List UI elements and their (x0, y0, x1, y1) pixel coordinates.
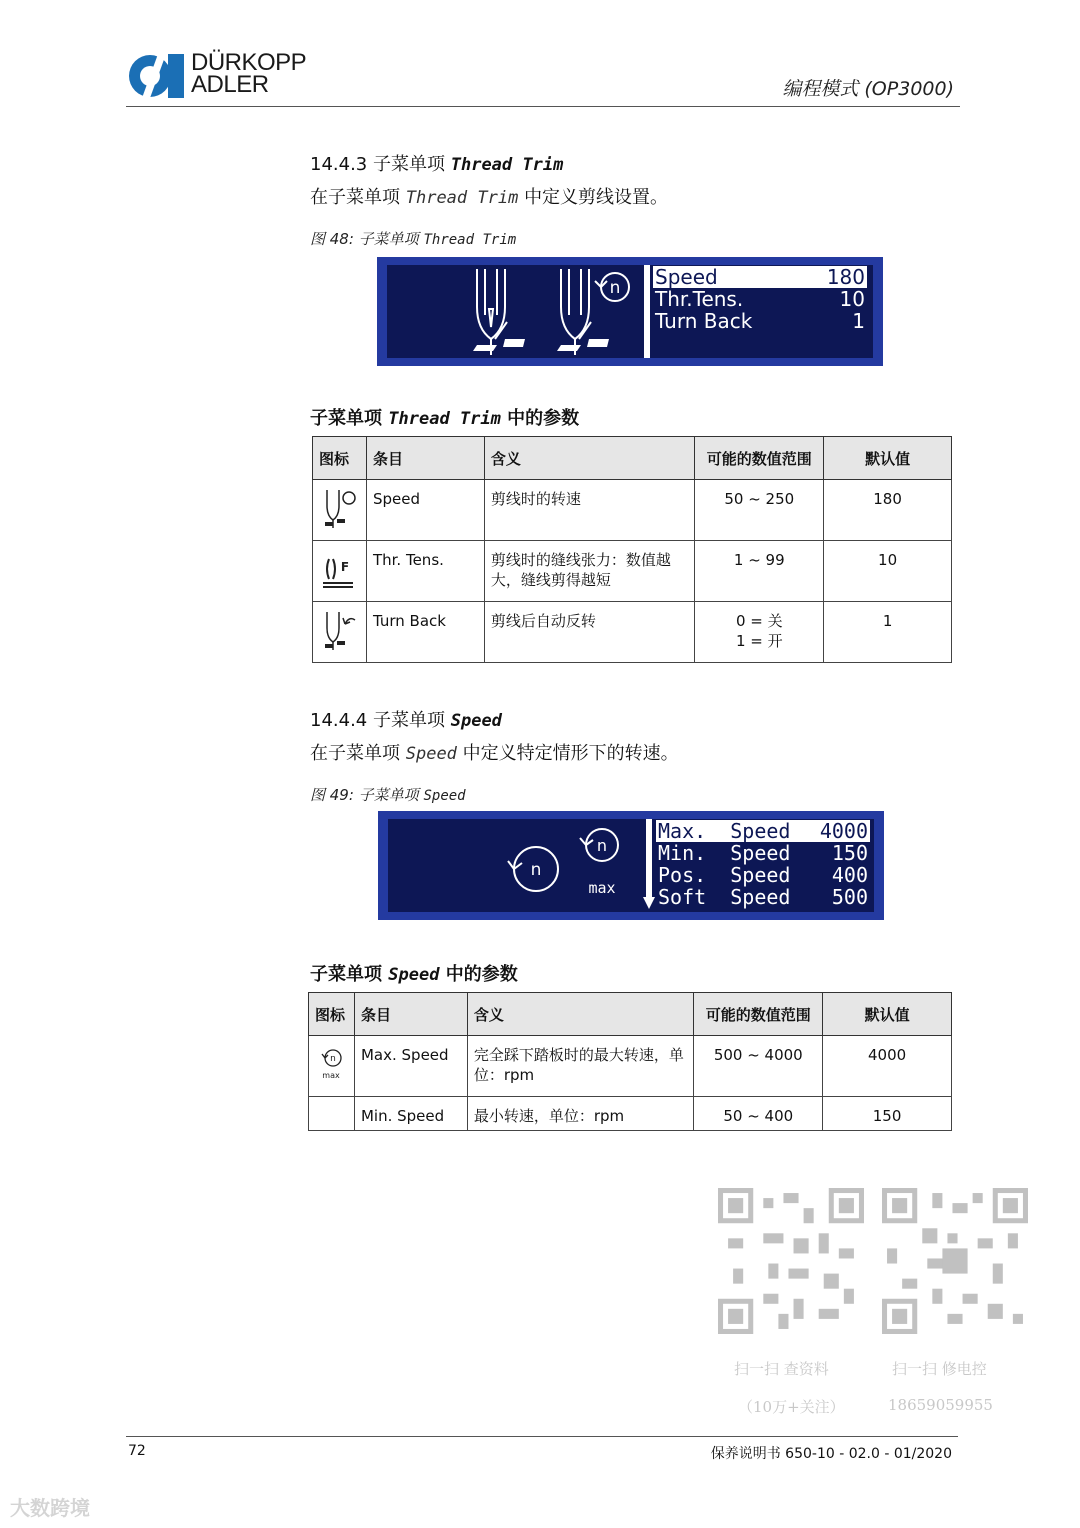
display-speed (378, 811, 884, 920)
col-header-item: 条目 (354, 993, 467, 1036)
table-row (309, 1036, 952, 1097)
row-item: Thr. Tens. (366, 541, 484, 602)
row-default: 4000 (823, 1036, 952, 1097)
section-intro-speed: 在子菜单项 Speed 中定义特定情形下的转速。 (310, 743, 679, 764)
display-menu (653, 266, 867, 332)
table-header-row (309, 993, 952, 1036)
display-menu (656, 820, 870, 908)
table-caption-speed: 子菜单项 Speed 中的参数 (310, 964, 518, 985)
menu-row-max-speed: Max. Speed 4000 (658, 819, 868, 843)
qr1-label: 扫一扫 查资料 (734, 1360, 829, 1378)
section-heading-speed: 14.4.4 子菜单项 Speed (310, 710, 502, 731)
row-range: 50 ~ 250 (695, 480, 824, 541)
page-number: 72 (128, 1443, 146, 1459)
col-header-meaning: 含义 (484, 437, 695, 480)
col-header-range: 可能的数值范围 (695, 437, 824, 480)
row-icon-cell (313, 541, 367, 602)
row-item: Min. Speed (354, 1097, 467, 1131)
needle-speed-icon (319, 486, 359, 530)
table-row (313, 602, 952, 663)
row-meaning: 剪线时的转速 (484, 480, 695, 541)
row-meaning: 最小转速，单位：rpm (467, 1097, 694, 1131)
row-item: Max. Speed (354, 1036, 467, 1097)
row-icon-cell (313, 602, 367, 663)
needle-turn-back-icon (319, 608, 359, 652)
menu-row-pos-speed: Pos. Speed 400 (658, 863, 868, 887)
row-meaning: 剪线时的缝线张力：数值越大，缝线剪得越短 (484, 541, 695, 602)
svg-text:F: F (341, 560, 350, 574)
speed-icons (498, 825, 638, 905)
svg-text:n: n (596, 836, 608, 855)
table-caption-thread-trim: 子菜单项 Thread Trim 中的参数 (310, 408, 580, 429)
svg-text:n: n (609, 278, 621, 298)
menu-row-min-speed: Min. Speed 150 (658, 841, 868, 865)
row-range: 500 ~ 4000 (694, 1036, 823, 1097)
col-header-item: 条目 (366, 437, 484, 480)
section-heading-thread-trim: 14.4.3 子菜单项 Thread Trim (310, 154, 564, 175)
col-header-icon: 图标 (313, 437, 367, 480)
display-divider (644, 265, 650, 358)
col-header-range: 可能的数值范围 (694, 993, 823, 1036)
table-row (309, 1097, 952, 1131)
thread-tension-icon (319, 547, 359, 591)
table-row (313, 480, 952, 541)
document-reference: 保养说明书 650-10 - 02.0 - 01/2020 (710, 1446, 952, 1462)
row-default: 150 (823, 1097, 952, 1131)
watermark: 大数跨境 (10, 1496, 90, 1520)
col-header-meaning: 含义 (467, 993, 694, 1036)
qr2-phone: 18659059955 (888, 1396, 993, 1414)
figure-caption-48: 图 48: 子菜单项 Thread Trim (310, 230, 517, 248)
max-speed-icon (313, 1042, 349, 1086)
thread-trim-param-table (312, 436, 952, 663)
section-intro-thread-trim: 在子菜单项 Thread Trim 中定义剪线设置。 (310, 187, 669, 208)
row-item: Turn Back (366, 602, 484, 663)
svg-text:n: n (530, 860, 542, 880)
speed-param-table (308, 992, 952, 1131)
row-meaning: 剪线后自动反转 (484, 602, 695, 663)
svg-text:max: max (322, 1071, 341, 1080)
row-default: 10 (824, 541, 952, 602)
needle-thread-trim-icon (467, 267, 647, 357)
header-divider (126, 106, 960, 107)
svg-text:n: n (330, 1054, 337, 1064)
row-item: Speed (366, 480, 484, 541)
menu-row-thr-tens: Thr.Tens. 10 (655, 287, 865, 311)
footer-divider (126, 1436, 958, 1437)
brand-logo-mark (128, 54, 184, 98)
menu-row-turn-back: Turn Back 1 (655, 309, 865, 333)
display-divider (646, 819, 652, 903)
col-header-icon: 图标 (309, 993, 355, 1036)
header-title: 编程模式 (OP3000) (782, 78, 954, 100)
qr-code-icon (882, 1188, 1028, 1334)
table-row (313, 541, 952, 602)
menu-row-speed: Speed 180 (655, 265, 865, 289)
row-range: 50 ~ 400 (694, 1097, 823, 1131)
row-meaning: 完全踩下踏板时的最大转速，单位：rpm (467, 1036, 694, 1097)
col-header-default: 默认值 (824, 437, 952, 480)
col-header-default: 默认值 (823, 993, 952, 1036)
menu-row-soft-speed: Soft Speed 500 (658, 885, 868, 909)
figure-caption-49: 图 49: 子菜单项 Speed (310, 786, 466, 804)
qr-code-icon (718, 1188, 864, 1334)
table-header-row (313, 437, 952, 480)
row-icon-cell (309, 1036, 355, 1097)
qr2-label: 扫一扫 修电控 (892, 1360, 987, 1378)
svg-text:max: max (588, 879, 616, 897)
qr1-sublabel: （10万+关注） (738, 1398, 845, 1416)
row-icon-cell (309, 1097, 355, 1131)
row-default: 1 (824, 602, 952, 663)
row-default: 180 (824, 480, 952, 541)
brand-logo-text: DÜRKOPP ADLER (191, 49, 307, 98)
row-range: 0 = 关 1 = 开 (695, 602, 824, 663)
row-icon-cell (313, 480, 367, 541)
row-range: 1 ~ 99 (695, 541, 824, 602)
display-thread-trim (377, 257, 883, 366)
